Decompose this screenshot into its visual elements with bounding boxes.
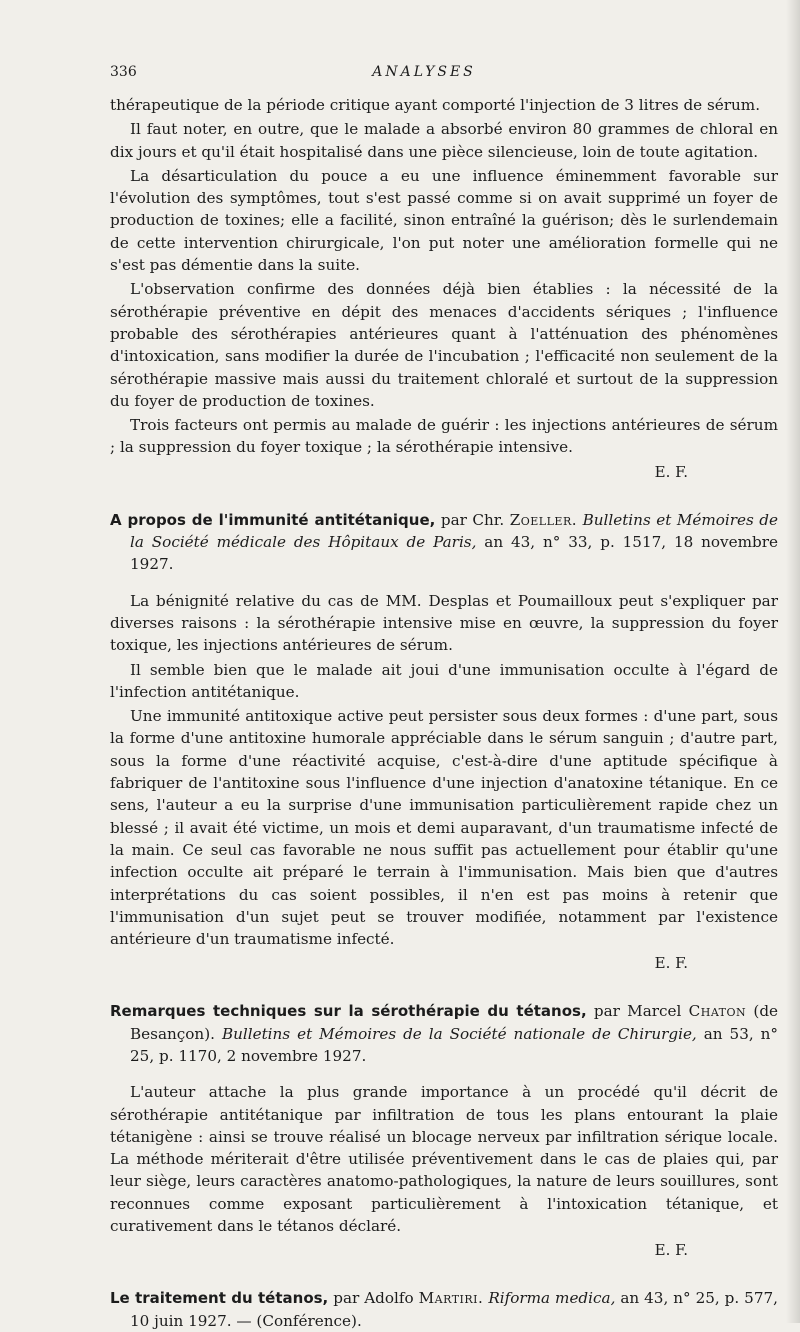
article-heading (110, 509, 778, 576)
author-name: Zoeller. (509, 510, 578, 529)
author-prefix: par Adolfo (333, 1289, 414, 1308)
page-edge-shadow (786, 0, 800, 1323)
citation: an 53, n° 25, p. 1170, 2 novembre 1927. (130, 1024, 779, 1065)
article-traitement (110, 1287, 778, 1332)
paragraph: Il faut noter, en outre, que le malade a absorbé environ 80 grammes de chloral en dix jours et qu'il était hospitalisé dans une pièce silencieuse, loin de toute agitation. (110, 120, 778, 161)
journal-source: Bulletins et Mémoires de la Société médicale des Hôpitaux de Paris, (130, 510, 779, 552)
paragraph: La désarticulation du pouce a eu une influence éminemment favorable sur l'évolution des symptômes, tout s'est passé comme si on avait supprimé un foyer de production de toxines; elle a facilité, sinon entraîné la guérison; dès le surlendemain de cette intervention chirurgicale, l'on put noter une amélioration formelle qui ne s'est pas démentie dans la suite. (110, 166, 778, 275)
signature: E. F. (654, 1241, 688, 1260)
signature: E. F. (654, 954, 688, 973)
article-immunite (110, 509, 778, 975)
article-title: Le traitement du tétanos, (110, 1289, 329, 1308)
paragraph: Il semble bien que le malade ait joui d'une immunisation occulte à l'égard de l'infection antitétanique. (110, 660, 778, 701)
article-title: Remarques techniques sur la sérothérapie du tétanos, (110, 1002, 587, 1021)
article-heading (110, 1287, 778, 1332)
paragraph: L'observation confirme des données déjà bien établies : la nécessité de la sérothérapie préventive en dépit des menaces d'accidents sériques ; l'influence probable des sérothérapies antérieures quant à l'atténuation des phénomènes d'intoxication, sans modifier la durée de l'incubation ; l'efficacité non seulement de la sérothérapie massive mais aussi du traitement chloralé et surtout de la suppression du foyer de production de toxines. (110, 280, 778, 410)
paragraph: thérapeutique de la période critique ayant comporté l'injection de 3 litres de sérum. (110, 96, 761, 114)
page-number: 336 (110, 64, 137, 80)
paragraph: Une immunité antitoxique active peut persister sous deux formes : d'une part, sous la forme d'une antitoxine humorale appréciable dans le sérum sanguin ; d'autre part, sous la forme d'une réactivité acquise, c'est-à-dire d'une aptitude spécifique à fabriquer de l'antitoxine sous l'influence d'une injection d'anatoxine tétanique. En ce sens, l'auteur a eu la surprise d'une immunisation particulièrement rapide chez un blessé ; il avait été victime, un mois et demi auparavant, d'un traumatisme infecté de la main. Ce seul cas favorable ne nous suffit pas actuellement pour établir qu'une infection occulte ait préparé le terrain à l'immunisation. Mais bien que d'autres interprétations du cas soient possibles, il n'en est pas moins à retenir que l'immunisation d'un sujet peut se trouver modifiée, notamment par l'existence antérieure d'un traumatisme infecté. (110, 707, 778, 949)
article-remarques (110, 1000, 778, 1261)
paragraph: L'auteur attache la plus grande importance à un procédé qu'il décrit de sérothérapie antitétanique par infiltration de tous les plans entourant la plaie tétanigène : ainsi se trouve réalisé un blocage nerveux par infiltration sérique locale. La méthode mériterait d'être utilisée préventivement dans le cas de plaies qui, par leur siège, leurs caractères anatomo-pathologiques, la nature de leurs souillures, sont reconnues comme exposant particulièrement à l'intoxication tétanique, et curativement dans le tétanos déclaré. (110, 1083, 778, 1236)
journal-source: Riforma medica, (488, 1289, 616, 1308)
author-prefix: par Marcel (593, 1002, 682, 1021)
article-title: A propos de l'immunité antitétanique, (110, 510, 436, 529)
author-prefix: par Chr. (440, 510, 505, 529)
paragraph: La bénignité relative du cas de MM. Desplas et Poumailloux peut s'expliquer par diverses raisons : la sérothérapie intensive mise en œuvre, la suppression du foyer toxique, les injections antérieures de sérum. (110, 591, 778, 655)
author-suffix: (de Besançon). (130, 1002, 779, 1043)
section-continuation (110, 94, 778, 483)
paragraph: Trois facteurs ont permis au malade de guérir : les injections antérieures de sérum ; la suppression du foyer toxique ; la sérothérapie intensive. (110, 416, 778, 457)
author-name: Martiri. (418, 1289, 484, 1308)
citation: an 43, n° 25, p. 577, 10 juin 1927. — (Conférence). (130, 1289, 779, 1330)
journal-source: Bulletins et Mémoires de la Société nationale de Chirurgie, (221, 1024, 697, 1043)
running-head: ANALYSES (372, 64, 476, 80)
signature: E. F. (654, 462, 688, 481)
article-heading (110, 1000, 778, 1067)
author-name: Chaton (688, 1002, 747, 1021)
citation: an 43, n° 33, p. 1517, 18 novembre 1927. (130, 533, 778, 574)
page-header (110, 64, 778, 80)
